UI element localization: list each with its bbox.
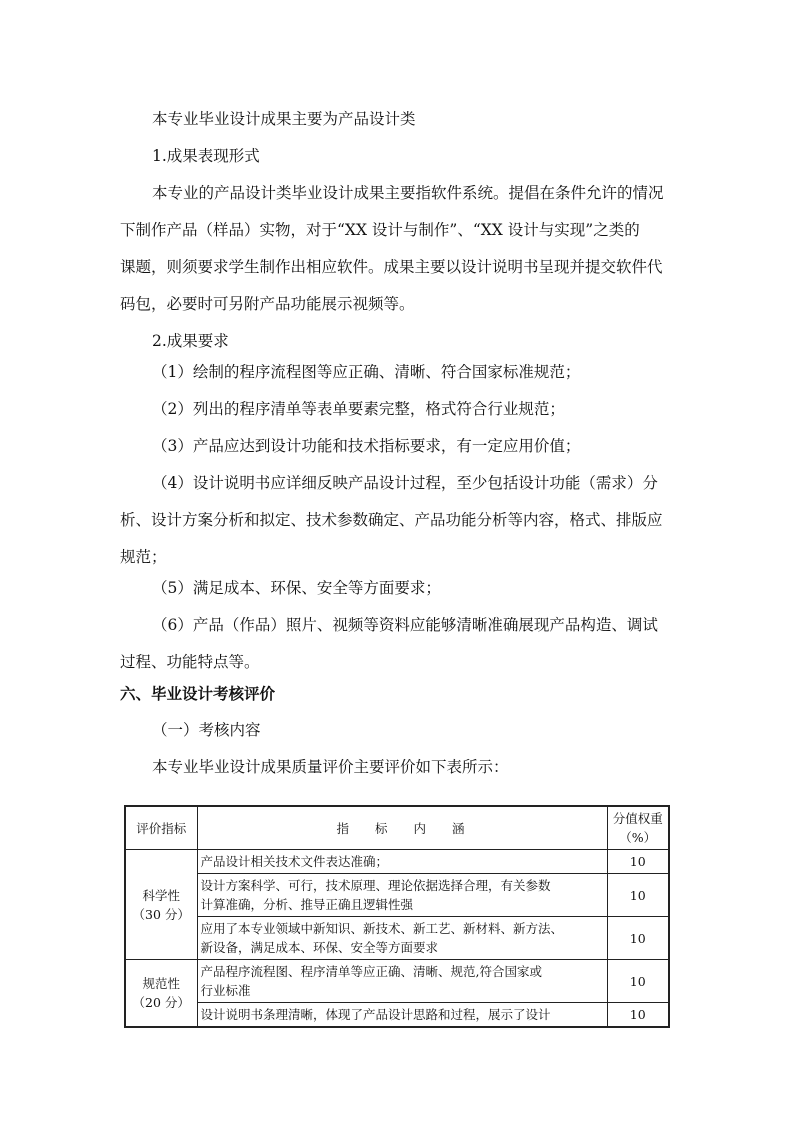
header-cell-weight xyxy=(607,806,669,850)
criterion-cell xyxy=(197,960,607,1003)
criterion-text: 产品程序流程图、程序清单等应正确、清晰、规范,符合国家或 xyxy=(200,964,542,979)
header-weight-unit: （%） xyxy=(619,830,657,845)
requirement-item-continued: 规范； xyxy=(120,548,167,566)
criterion-text: 应用了本专业领域中新知识、新技术、新工艺、新材料、新方法、 xyxy=(200,921,564,936)
table-header-row xyxy=(125,806,669,850)
score-value: 10 xyxy=(629,973,646,989)
group-name: 科学性 xyxy=(142,887,180,903)
criterion-cell xyxy=(197,1003,607,1028)
section-title-requirements: 2.成果要求 xyxy=(152,332,229,350)
criterion-text: 设计说明书条理清晰，体现了产品设计思路和过程，展示了设计 xyxy=(200,1007,551,1022)
score-cell xyxy=(607,874,669,917)
criterion-cell xyxy=(197,874,607,917)
section-title-presentation: 1.成果表现形式 xyxy=(152,147,260,165)
header-cell-indicator xyxy=(125,806,197,850)
requirement-item: （3）产品应达到设计功能和技术指标要求，有一定应用价值； xyxy=(152,437,581,455)
table-row xyxy=(125,917,669,960)
table-row xyxy=(125,850,669,874)
group-cell-normative xyxy=(125,960,197,1028)
intro-paragraph: 本专业毕业设计成果主要为产品设计类 xyxy=(152,110,416,128)
evaluation-table xyxy=(124,805,670,1028)
header-indicator-label: 评价指标 xyxy=(136,820,187,836)
criterion-cell xyxy=(197,850,607,874)
header-cell-content xyxy=(197,806,607,850)
score-value: 10 xyxy=(629,887,646,903)
score-value: 10 xyxy=(629,930,646,946)
table-row xyxy=(125,1003,669,1028)
requirement-item-continued: 析、设计方案分析和拟定、技术参数确定、产品功能分析等内容，格式、排版应 xyxy=(120,511,663,529)
criterion-text: 产品设计相关技术文件表达准确； xyxy=(200,854,389,869)
score-cell xyxy=(607,960,669,1003)
presentation-paragraph-line: 本专业的产品设计类毕业设计成果主要指软件系统。提倡在条件允许的情况 xyxy=(152,184,664,202)
requirement-item-continued: 过程、功能特点等。 xyxy=(120,653,260,671)
group-points: （20 分） xyxy=(132,995,190,1010)
requirement-item: （6）产品（作品）照片、视频等资料应能够清晰准确展现产品构造、调试 xyxy=(152,616,658,634)
presentation-paragraph-line: 下制作产品（样品）实物，对于“XX 设计与制作”、“XX 设计与实现”之类的 xyxy=(120,221,640,239)
criterion-text: 设计方案科学、可行，技术原理、理论依据选择合理，有关参数 xyxy=(200,878,551,893)
group-cell-scientific xyxy=(125,850,197,960)
presentation-paragraph-line: 码包，必要时可另附产品功能展示视频等。 xyxy=(120,295,415,313)
header-weight-label: 分值权重 xyxy=(612,811,663,826)
subsection-title: （一）考核内容 xyxy=(152,721,261,739)
table-intro-paragraph: 本专业毕业设计成果质量评价主要评价如下表所示： xyxy=(152,758,509,776)
score-cell xyxy=(607,1003,669,1028)
chapter-heading: 六、毕业设计考核评价 xyxy=(120,684,276,703)
criterion-text: 新设备，满足成本、环保、安全等方面要求 xyxy=(200,940,439,955)
score-cell xyxy=(607,850,669,874)
requirement-item: （2）列出的程序清单等表单要素完整，格式符合行业规范； xyxy=(152,400,565,418)
score-cell xyxy=(607,917,669,960)
requirement-item: （4）设计说明书应详细反映产品设计过程，至少包括设计功能（需求）分 xyxy=(152,474,658,492)
criterion-text: 计算准确，分析、推导正确且逻辑性强 xyxy=(200,897,414,912)
requirement-item: （1）绘制的程序流程图等应正确、清晰、符合国家标准规范； xyxy=(152,363,581,381)
presentation-paragraph-line: 课题，则须要求学生制作出相应软件。成果主要以设计说明书呈现并提交软件代 xyxy=(120,258,663,276)
table-row xyxy=(125,960,669,1003)
score-value: 10 xyxy=(629,854,646,869)
criterion-cell xyxy=(197,917,607,960)
group-points: （30 分） xyxy=(132,906,190,922)
header-content-label: 指标内涵 xyxy=(336,820,491,836)
criterion-text: 行业标准 xyxy=(200,983,251,998)
requirement-item: （5）满足成本、环保、安全等方面要求； xyxy=(152,579,441,597)
group-name: 规范性 xyxy=(142,976,180,991)
table-row xyxy=(125,874,669,917)
score-value: 10 xyxy=(629,1007,646,1022)
